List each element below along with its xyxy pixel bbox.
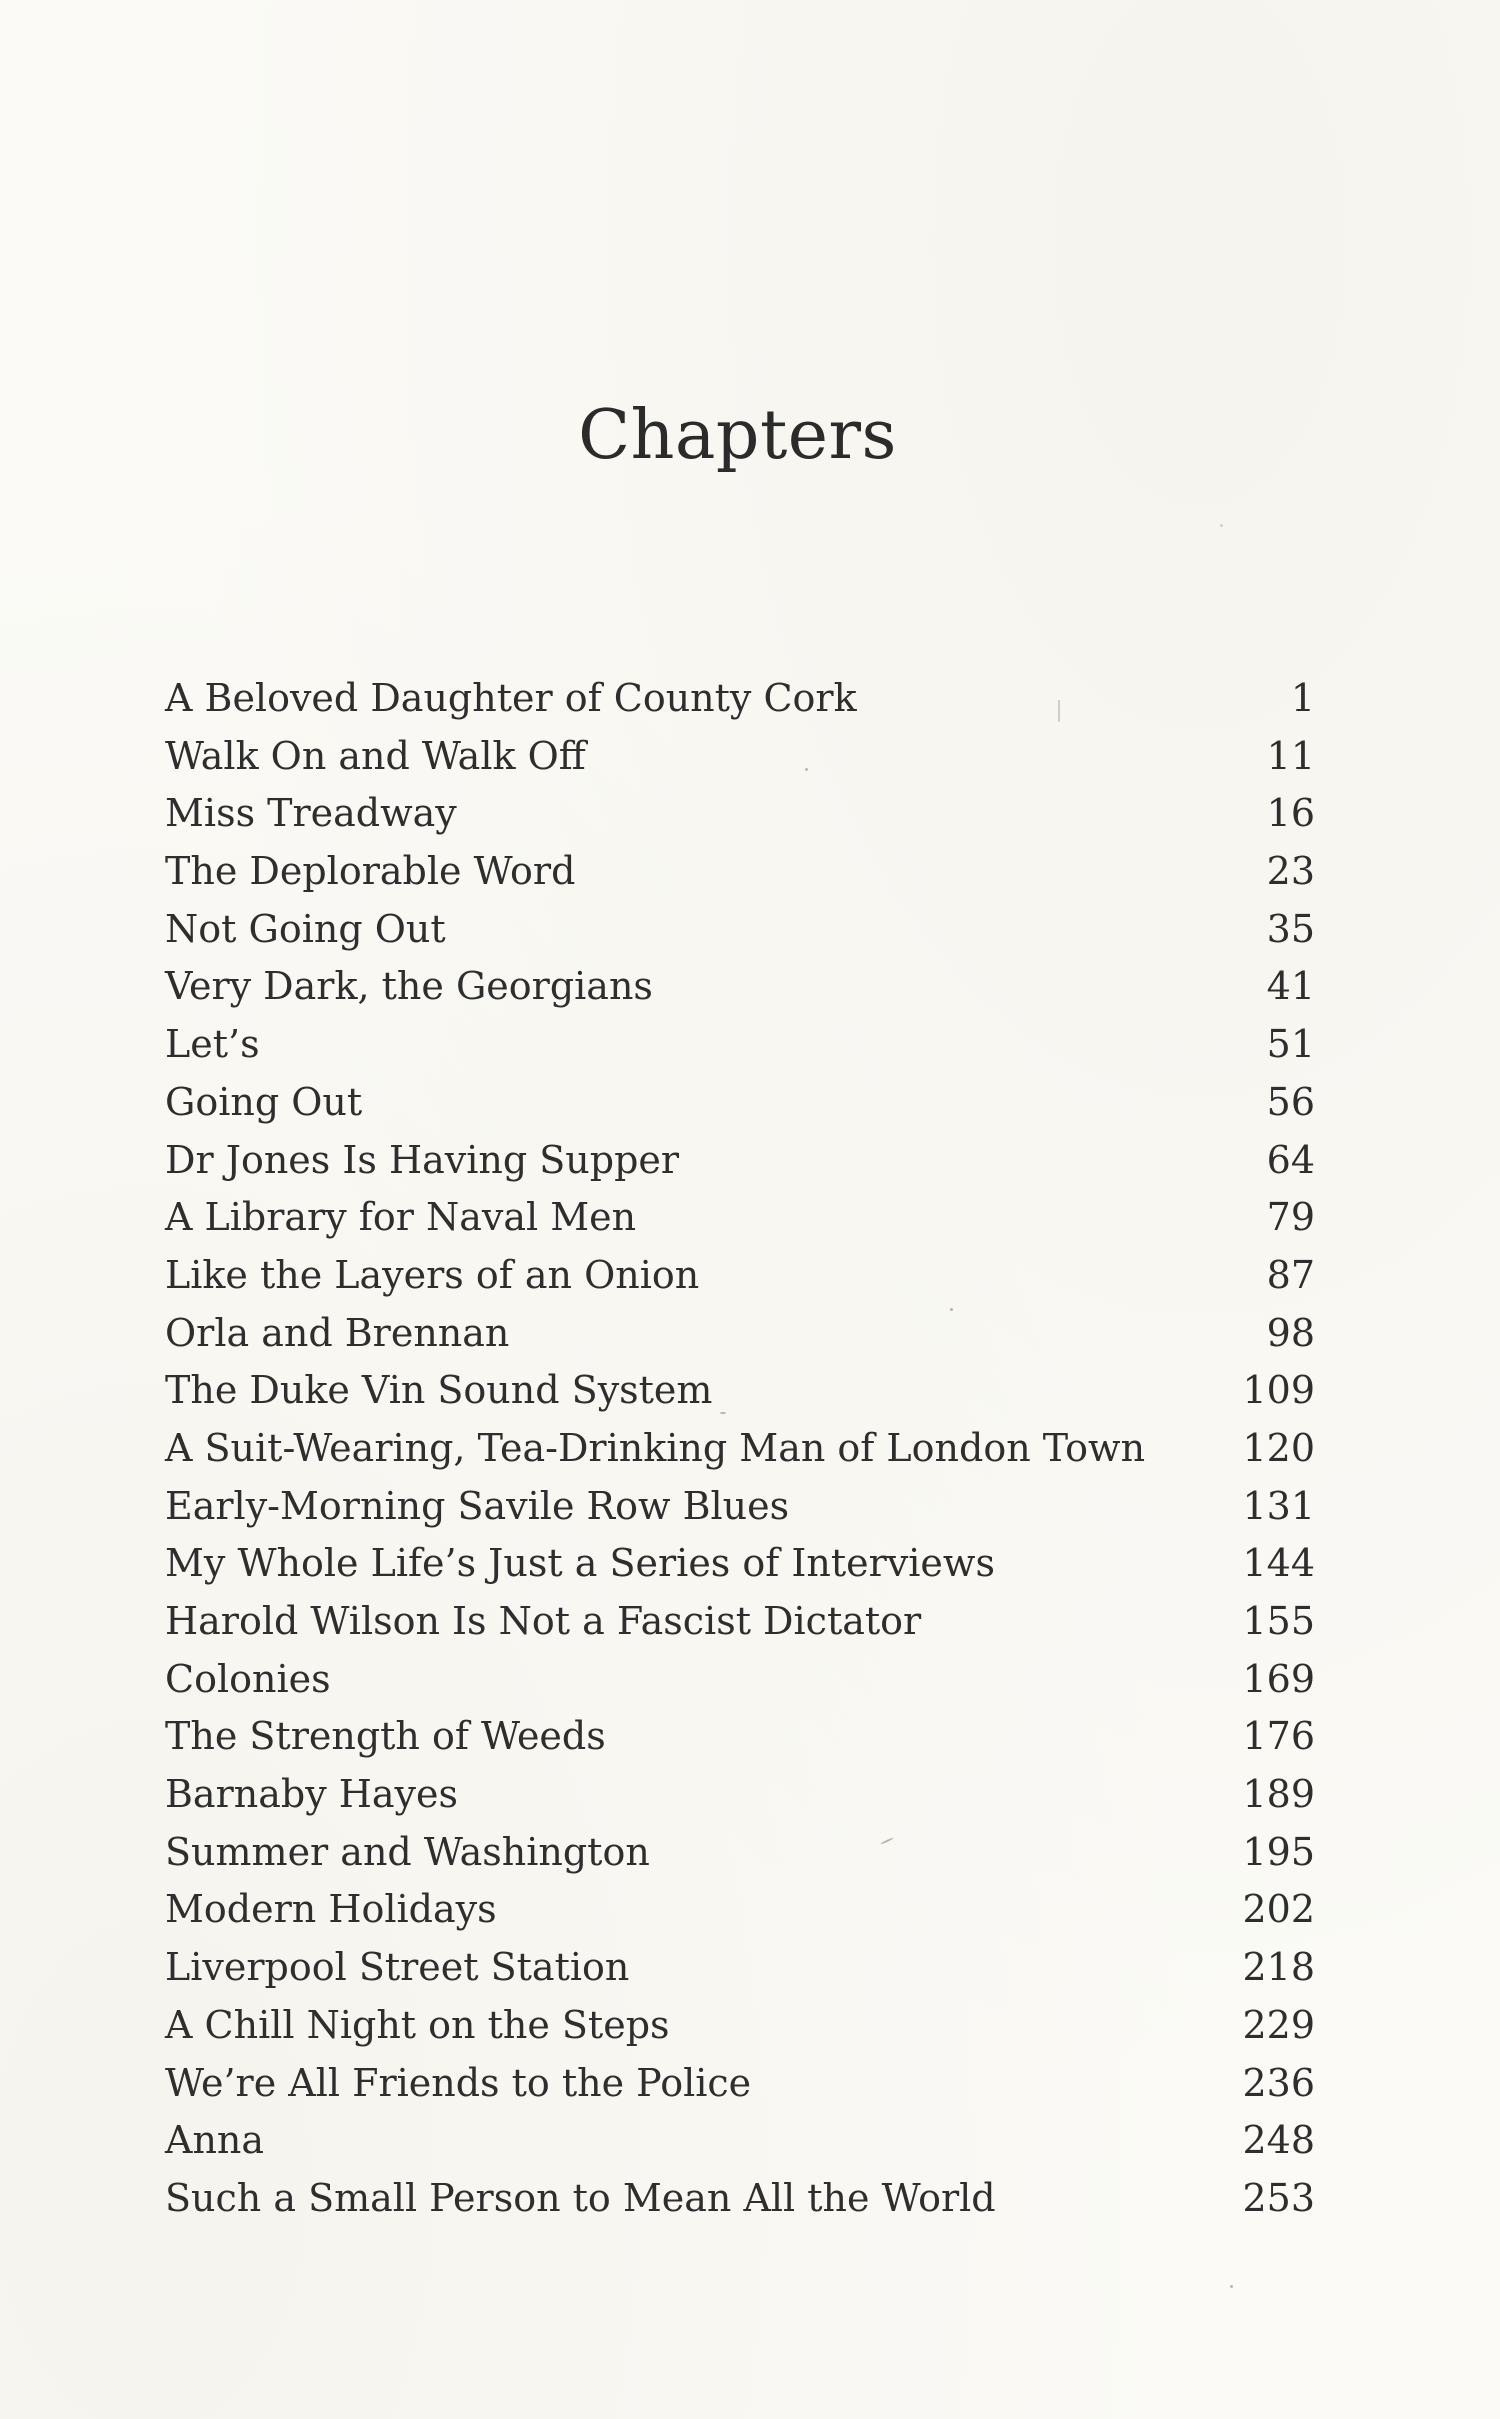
chapter-page-number: 23 — [1266, 849, 1315, 894]
toc-entry — [165, 1939, 1315, 1997]
toc-entry — [165, 1305, 1315, 1363]
chapter-title: Orla and Brennan — [165, 1310, 510, 1355]
chapter-page-number: 98 — [1266, 1310, 1315, 1355]
chapter-title: Liverpool Street Station — [165, 1945, 630, 1990]
chapter-title: My Whole Life’s Just a Series of Interviews — [165, 1541, 995, 1586]
chapter-page-number: 236 — [1242, 2060, 1315, 2105]
chapter-title: Miss Treadway — [165, 791, 457, 836]
toc-entry — [165, 1247, 1315, 1305]
toc-entry — [165, 2112, 1315, 2170]
chapter-title: Walk On and Walk Off — [165, 733, 586, 778]
chapter-page-number: 64 — [1266, 1137, 1315, 1182]
toc-entry — [165, 1074, 1315, 1132]
chapter-title: Such a Small Person to Mean All the World — [165, 2175, 996, 2220]
table-of-contents — [165, 670, 1315, 2228]
paper-speck — [1230, 2285, 1233, 2288]
toc-entry — [165, 2170, 1315, 2228]
chapter-page-number: 109 — [1242, 1368, 1315, 1413]
toc-entry — [165, 785, 1315, 843]
chapter-page-number: 56 — [1266, 1079, 1315, 1124]
toc-entry — [165, 901, 1315, 959]
toc-entry — [165, 1420, 1315, 1478]
toc-entry — [165, 1593, 1315, 1651]
chapter-page-number: 144 — [1242, 1541, 1315, 1586]
chapter-title: Summer and Washington — [165, 1829, 650, 1874]
toc-entry — [165, 1478, 1315, 1536]
toc-entry — [165, 1766, 1315, 1824]
chapter-page-number: 169 — [1242, 1656, 1315, 1701]
chapter-page-number: 51 — [1266, 1022, 1315, 1067]
toc-entry — [165, 1997, 1315, 2055]
chapter-page-number: 79 — [1266, 1195, 1315, 1240]
chapter-title: The Deplorable Word — [165, 849, 576, 894]
toc-entry — [165, 1881, 1315, 1939]
toc-entry — [165, 1016, 1315, 1074]
toc-entry — [165, 1189, 1315, 1247]
chapter-title: A Beloved Daughter of County Cork — [165, 676, 857, 720]
chapter-page-number: 229 — [1242, 2002, 1315, 2047]
chapter-page-number: 218 — [1242, 1945, 1315, 1990]
chapter-title: A Suit-Wearing, Tea-Drinking Man of London Town — [165, 1425, 1146, 1470]
chapter-title: Modern Holidays — [165, 1887, 497, 1932]
toc-entry — [165, 1535, 1315, 1593]
chapter-title: Colonies — [165, 1656, 331, 1701]
chapter-title: We’re All Friends to the Police — [165, 2060, 752, 2105]
chapter-page-number: 11 — [1266, 733, 1315, 778]
toc-entry — [165, 958, 1315, 1016]
chapter-title: Anna — [165, 2118, 265, 2163]
chapter-page-number: 35 — [1266, 906, 1315, 951]
chapter-title: Not Going Out — [165, 906, 446, 951]
chapter-page-number: 131 — [1242, 1483, 1315, 1528]
chapter-title: The Strength of Weeds — [165, 1714, 606, 1759]
paper-speck — [1220, 524, 1223, 527]
toc-entry — [165, 1824, 1315, 1882]
toc-entry — [165, 1708, 1315, 1766]
chapter-page-number: 195 — [1242, 1829, 1315, 1874]
chapter-page-number: 189 — [1242, 1772, 1315, 1817]
chapter-page-number: 41 — [1266, 964, 1315, 1009]
chapter-page-number: 120 — [1242, 1425, 1315, 1470]
toc-entry — [165, 1651, 1315, 1709]
chapter-page-number: 1 — [1290, 676, 1315, 720]
chapter-title: Barnaby Hayes — [165, 1772, 458, 1817]
toc-entry — [165, 728, 1315, 786]
chapter-page-number: 248 — [1242, 2118, 1315, 2163]
chapter-title: Very Dark, the Georgians — [165, 964, 653, 1009]
chapter-page-number: 16 — [1266, 791, 1315, 836]
chapter-page-number: 155 — [1242, 1599, 1315, 1643]
chapter-page-number: 87 — [1266, 1252, 1315, 1297]
chapter-title: Let’s — [165, 1022, 260, 1067]
toc-entry — [165, 843, 1315, 901]
chapter-title: A Chill Night on the Steps — [165, 2002, 670, 2047]
toc-entry — [165, 1362, 1315, 1420]
chapter-title: A Library for Naval Men — [165, 1195, 637, 1240]
chapter-title: Harold Wilson Is Not a Fascist Dictator — [165, 1599, 922, 1643]
toc-entry — [165, 670, 1315, 728]
chapter-title: Early-Morning Savile Row Blues — [165, 1483, 790, 1528]
chapter-page-number: 176 — [1242, 1714, 1315, 1759]
chapter-page-number: 202 — [1242, 1887, 1315, 1932]
chapter-title: Going Out — [165, 1079, 363, 1124]
toc-entry — [165, 1132, 1315, 1190]
toc-entry — [165, 2055, 1315, 2113]
page-title: Chapters — [578, 395, 897, 475]
chapter-title: The Duke Vin Sound System — [165, 1368, 713, 1413]
chapter-title: Dr Jones Is Having Supper — [165, 1137, 680, 1182]
chapter-page-number: 253 — [1242, 2175, 1315, 2220]
chapter-title: Like the Layers of an Onion — [165, 1252, 700, 1297]
